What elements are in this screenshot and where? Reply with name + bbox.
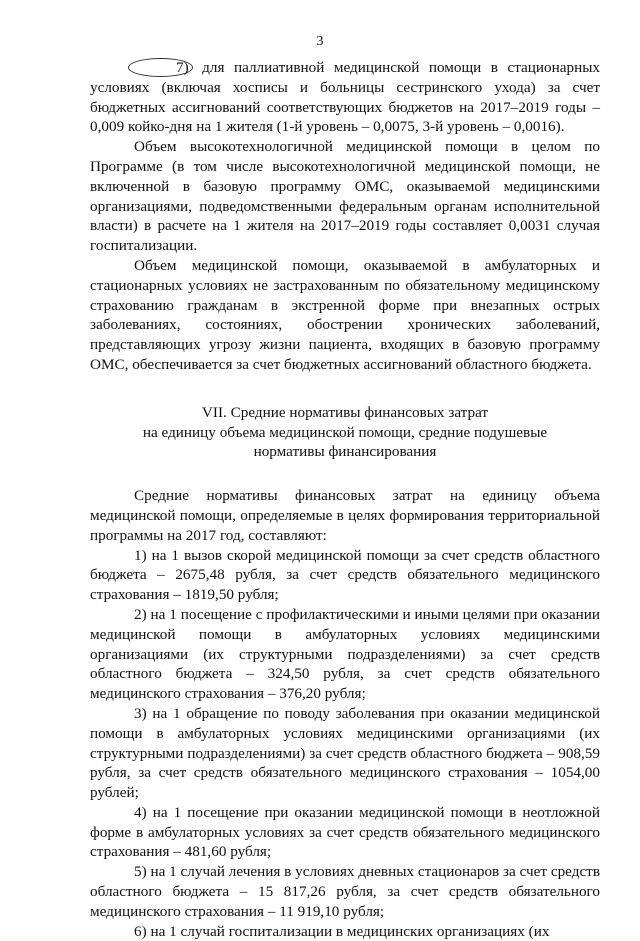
- paragraph-intro: Средние нормативы финансовых затрат на единицу объема медицинской помощи, определяемые в целях формирования территориальной программы на 2017 год, составляют:: [90, 487, 600, 544]
- paragraph-palliative: [90, 58, 600, 137]
- list-item: 4) на 1 посещение при оказании медицинской помощи в неотложной форме в амбулаторных условиях за счет средств обязательного медицинского страхования – 481,60 рубля;: [90, 803, 600, 861]
- list-item: 3) на 1 обращение по поводу заболевания при оказании медицинской помощи в амбулаторных условиях медицинскими организациями (их структурными подразделениями) за счет средств областного бюджета – 908,59 рубля, за счет средств обязательного медицинского страхования – 1054,00 рублей;: [90, 704, 600, 802]
- paragraph-uninsured-volume: Объем медицинской помощи, оказываемой в амбулаторных и стационарных условиях не застрахованным по обязательному медицинскому страхованию гражданам в экстренной форме при внезапных острых заболеваниях, состояниях, обострении хронических заболеваний, представляющих угрозу жизни пациента, входящих в базовую программу ОМС, обеспечивается за счет бюджетных ассигнований областного бюджета.: [90, 256, 600, 373]
- document-body: [90, 58, 600, 941]
- list-item: 1) на 1 вызов скорой медицинской помощи за счет средств областного бюджета – 2675,48 рубля, за счет средств обязательного медицинского страхования – 1819,50 рубля;: [90, 546, 600, 604]
- list-item: 6) на 1 случай госпитализации в медицинских организациях (их: [134, 922, 550, 940]
- item-marker-circled: 7): [128, 58, 193, 77]
- page-number: 3: [316, 34, 324, 49]
- list-item: 5) на 1 случай лечения в условиях дневных стационаров за счет средств областного бюджета – 15 817,26 рубля, за счет средств обязательного медицинского страхования – 11 919,10 рубля;: [90, 863, 600, 920]
- section-title-line-3: нормативы финансирования: [253, 443, 437, 461]
- section-heading: [90, 403, 600, 462]
- list-item: 2) на 1 посещение с профилактическими и иными целями при оказании медицинской помощи в амбулаторных условиях медицинскими организациями (их структурными подразделениями) за счет средств областного бюджета – 324,50 рубля, за счет средств обязательного медицинского страхования – 376,20 рубля;: [90, 605, 600, 703]
- section-title-line-2: на единицу объема медицинской помощи, средние подушевые: [142, 423, 548, 441]
- paragraph-palliative-text: для паллиативной медицинской помощи в стационарных условиях (включая хосписы и больницы сестринского ухода) за счет бюджетных ассигнований соответствующих бюджетов на 2017–2019 годы – 0,009 койко-дня на 1 жителя (1-й уровень – 0,0075, 3-й уровень – 0,0016).: [90, 59, 600, 136]
- section-title-line-1: VII. Средние нормативы финансовых затрат: [201, 403, 489, 421]
- paragraph-high-tech-volume: Объем высокотехнологичной медицинской помощи в целом по Программе (в том числе высокотехнологичной медицинской помощи, не включенной в базовую программу ОМС, оказываемой медицинскими организациями, подведомственными федеральным органам исполнительной власти) в расчете на 1 жителя на 2017–2019 годы составляет 0,0031 случая госпитализации.: [90, 138, 600, 255]
